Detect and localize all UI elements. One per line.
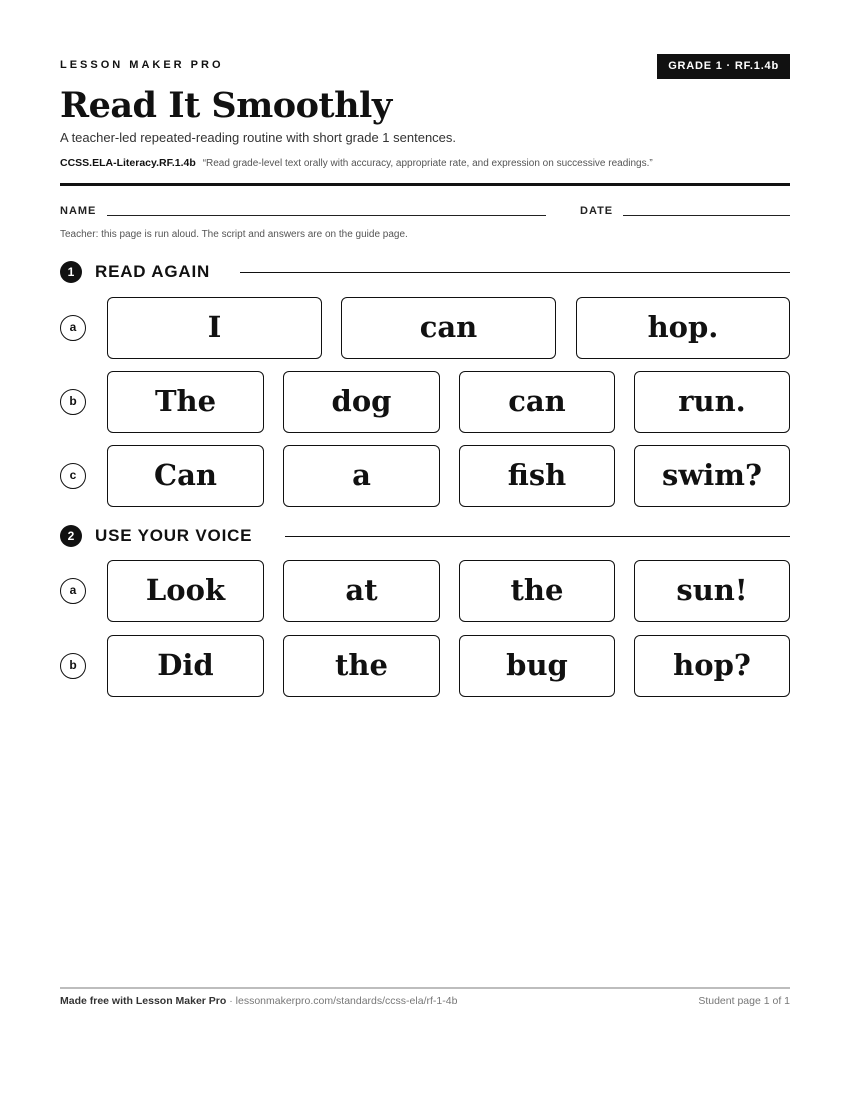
row-letter-badge: b	[60, 653, 86, 679]
worksheet-page	[60, 0, 790, 1100]
word-card: Can	[107, 445, 264, 507]
word-card: can	[341, 297, 556, 359]
word-card: hop?	[634, 635, 790, 697]
page-subtitle: A teacher-led repeated-reading routine with short grade 1 sentences.	[60, 130, 457, 145]
name-field[interactable]	[107, 215, 546, 216]
section-read-again-header	[60, 260, 790, 284]
standard-quote: “Read grade-level text orally with accuracy, appropriate rate, and expression on successive readings.”	[202, 158, 653, 169]
sentence-row	[60, 371, 790, 433]
word-card: the	[459, 560, 615, 622]
word-card: dog	[283, 371, 440, 433]
name-label: NAME	[60, 205, 97, 217]
section-title: READ AGAIN	[95, 261, 222, 283]
section-rule	[285, 536, 790, 537]
word-card: Did	[107, 635, 264, 697]
sentence-row	[60, 297, 790, 359]
word-card: fish	[459, 445, 615, 507]
row-letter-badge: a	[60, 578, 86, 604]
footer-divider	[60, 987, 790, 989]
grade-badge: GRADE 1 · RF.1.4b	[657, 54, 790, 79]
word-card: I	[107, 297, 322, 359]
sentence-row	[60, 635, 790, 697]
footer-separator: ·	[229, 995, 236, 1007]
word-card: hop.	[576, 297, 790, 359]
section-use-your-voice-header	[60, 524, 790, 548]
word-card: the	[283, 635, 440, 697]
date-label: DATE	[580, 205, 614, 217]
section-number-badge: 1	[60, 261, 82, 283]
standard-reference	[60, 157, 653, 169]
page-title: Read It Smoothly	[60, 85, 392, 126]
date-field[interactable]	[623, 215, 790, 216]
section-title: USE YOUR VOICE	[95, 525, 264, 547]
row-letter-badge: b	[60, 389, 86, 415]
brand-name: LESSON MAKER PRO	[60, 59, 224, 71]
sentence-row	[60, 445, 790, 507]
word-card: run.	[634, 371, 790, 433]
word-card: bug	[459, 635, 615, 697]
word-card: a	[283, 445, 440, 507]
standard-code: CCSS.ELA-Literacy.RF.1.4b	[60, 157, 196, 169]
word-card: swim?	[634, 445, 790, 507]
word-card: at	[283, 560, 440, 622]
word-card: sun!	[634, 560, 790, 622]
footer-url[interactable]: lessonmakerpro.com/standards/ccss-ela/rf-1-4b	[235, 995, 458, 1007]
word-card: Look	[107, 560, 264, 622]
section-rule	[240, 272, 790, 273]
row-letter-badge: a	[60, 315, 86, 341]
sentence-row	[60, 560, 790, 622]
footer-page-label: Student page 1 of 1	[698, 995, 790, 1007]
footer-made-with: Made free with Lesson Maker Pro	[60, 995, 227, 1007]
header-divider	[60, 183, 790, 186]
word-card: The	[107, 371, 264, 433]
teacher-note: Teacher: this page is run aloud. The script and answers are on the guide page.	[60, 229, 408, 240]
footer-credit	[60, 995, 457, 1007]
word-card: can	[459, 371, 615, 433]
section-number-badge: 2	[60, 525, 82, 547]
row-letter-badge: c	[60, 463, 86, 489]
